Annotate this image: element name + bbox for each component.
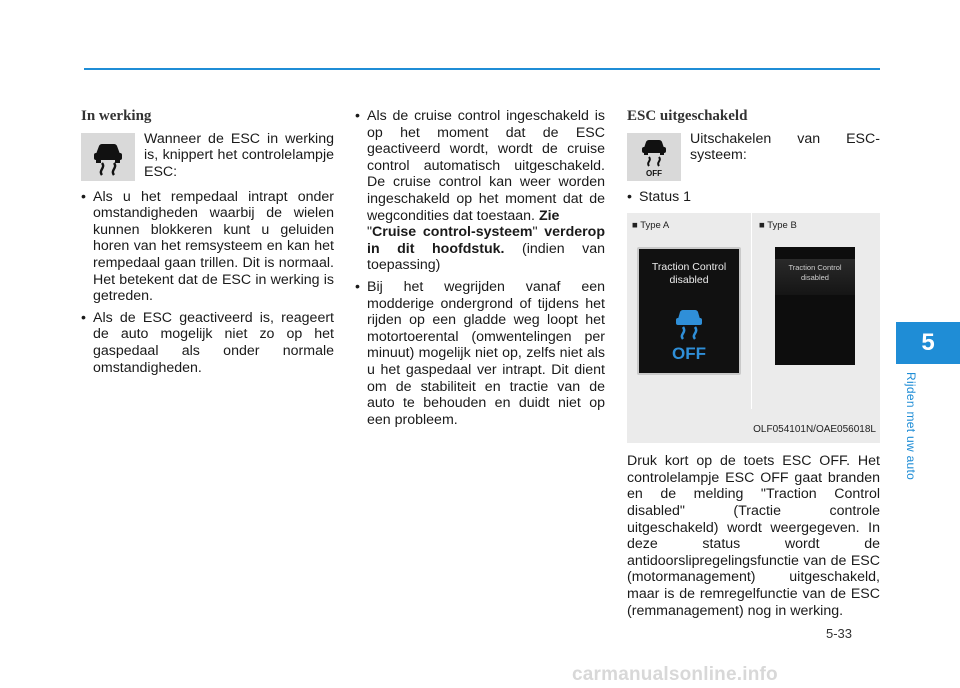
esc-skid-icon [81,133,135,181]
type-a-label: ■ Type A [632,220,670,232]
esc-off-icon [627,133,681,181]
watermark: carmanualsonline.info [572,664,778,685]
cruise-text: Als de cruise control ingeschakeld is op het moment dat de ESC geactiveerd wordt, wordt de cruise control automatisch uitgeschakeld. De cruise control kan weer worden ingeschakeld op het moment dat de wegcondities dat toestaan. [367,108,605,224]
bullet-list [81,189,334,377]
ref-quote-close: " [532,224,538,241]
list-item: • Bij het wegrijden vanaf een modderige ondergrond of tijdens het rijden op een gladde weg loopt het motortoerental (omwentelingen per minuut) mogelijk niet op, zelfs niet als u het gaspedaal ver intrapt. Dit dient om de stabiliteit en tractie van de auto te behouden en duidt niet op een probleem. [355,279,605,428]
top-rule [84,68,880,70]
intro-text: Wanneer de ESC in werking is, knippert het controlelampje ESC: [144,130,334,180]
ref-title: Cruise control-systeem [372,224,533,241]
cluster-figure [627,213,880,443]
list-item: • Als de ESC geactiveerd is, reageert de auto mogelijk niet zo op het gaspedaal als onder normale omstandigheden. [81,310,334,376]
cluster-screen-type-a [637,247,741,375]
intro-text: Uitschakelen van ESC-systeem: [690,130,880,164]
chapter-number-tab: 5 [896,322,960,364]
screen-message [775,263,855,283]
column-right [627,108,880,619]
screen-line-1: Traction Control [651,261,727,274]
esc-off-warning-icon [667,305,711,366]
cruise-note: (indien van toepassing) [367,240,605,274]
intro-esc-off [627,131,880,181]
chapter-title-vertical [898,372,926,502]
ref-quote-open: " [367,224,373,241]
screen-message [639,261,739,287]
ref-chapter: verderop in dit hoofdstuk. [367,224,605,257]
screen-line-1: Traction Control [788,263,842,273]
status-list [627,189,880,206]
column-left [81,108,334,381]
bullet-list [355,108,605,428]
type-b-label: ■ Type B [759,220,797,232]
cluster-screen-type-b [775,247,855,365]
figure-divider [751,213,752,409]
ref-zie: Zie [538,207,560,224]
heading-esc-uitgeschakeld: ESC uitgeschakeld [627,108,748,124]
heading-in-werking: In werking [81,108,152,124]
screen-line-2: disabled [801,273,829,283]
esc-off-description: Druk kort op de toets ESC OFF. Het controlelampje ESC OFF gaat branden en de melding "Traction Control disabled" (Tractie controle uitgeschakeld) wordt weergegeven. In deze status wordt de antidoorslipregelingsfunctie van de ESC (motormanagement) uitgeschakeld, maar is de remregelfunctie van de ESC (remmanagement) nog in werking. [627,453,880,619]
screen-off-label: OFF [672,344,706,362]
list-item: • Als u het rempedaal intrapt onder omstandigheden waarbij de wielen kunnen blokkeren kunt u geluiden horen van het remsysteem en kan het rempedaal gaan trillen. Dit is normaal. Het betekent dat de ESC in werking is getreden. [81,189,334,305]
intro-in-werking [81,131,334,181]
esc-off-icon-label: OFF [646,168,662,178]
chapter-title: Rijden met uw auto [904,372,918,481]
status-item: • Status 1 [627,189,880,206]
page-number: 5-33 [826,626,853,641]
column-middle [355,108,605,433]
figure-code: OLF054101N/OAE056018L [753,423,876,435]
list-item-cruise-control [355,108,605,274]
screen-line-2: disabled [669,274,709,287]
